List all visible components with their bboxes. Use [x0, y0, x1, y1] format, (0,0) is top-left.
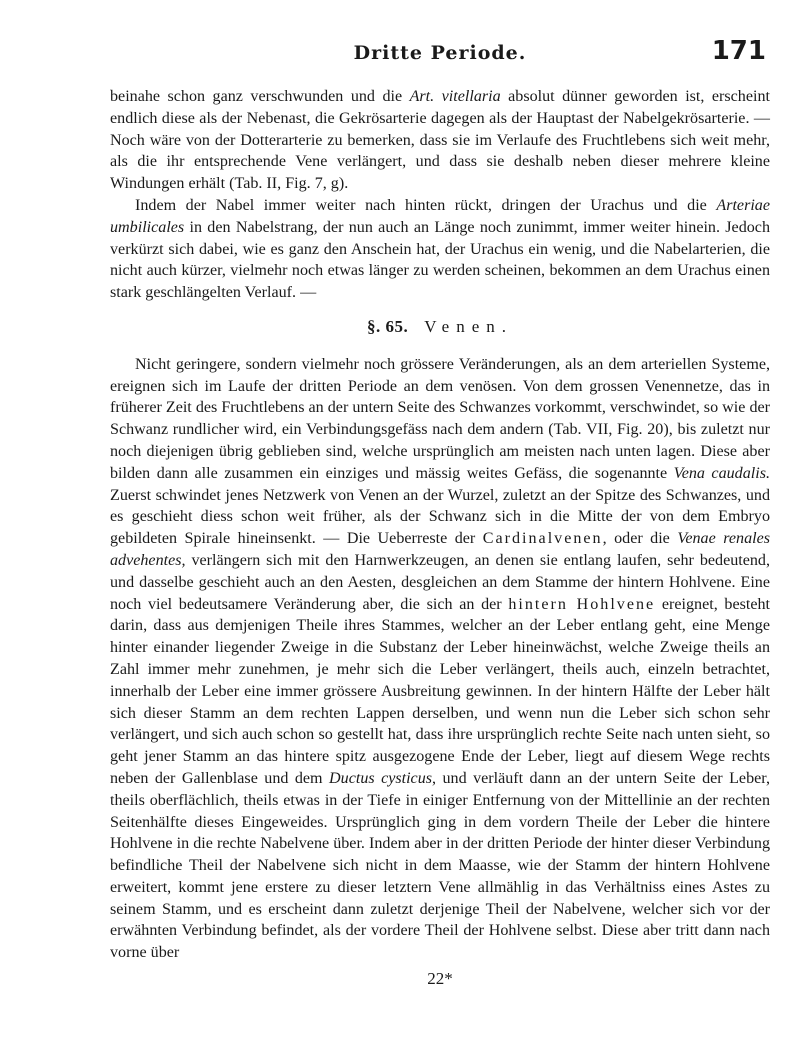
- paragraph-1: [110, 86, 770, 195]
- text-run: beinahe schon ganz verschwunden und die: [110, 88, 410, 105]
- running-title: Dritte Periode.: [353, 42, 527, 64]
- text-run: Zuerst schwindet jenes Netzwerk von Venen an der Wurzel, zuletzt an der Spitze des Schwanzes, und es geschieht diess schon weit früher, als der Schwanz sich in die Mitte der von dem Embryo gebildeten Spirale hineinsenkt. — Die Ueberreste der: [110, 486, 770, 548]
- italic-term: Vena caudalis.: [673, 464, 770, 482]
- paragraph-3: [110, 354, 770, 964]
- italic-term: Art. vitellaria: [409, 88, 501, 105]
- text-run: Indem der Nabel immer weiter nach hinten rückt, dringen der Urachus und die: [135, 196, 717, 214]
- spaced-term: hintern Hohlvene: [508, 595, 656, 613]
- text-run: ereignet, besteht darin, dass aus demjenigen Theile ihres Stammes, welcher an der Leber entlang geht, eine Menge hinter einander liegender Zweige in die Substanz der Leber hineinwächst, welche Zweige theils an Zahl immer mehr zunehmen, je mehr sich die Leber verlängert, theils auch, einzeln betrachtet, innerhalb der Leber eine immer grössere Ausbreitung gewinnen. In der hintern Hälfte der Leber hält sich dieser Stamm an dem rechten Lappen derselben, und wenn nun die Leber sich schon sehr verlängert, und sich auch schon so gestellt hat, dass ihre ursprünglich rechte Seite nach unten sieht, so geht jener Stamm an das hintere spitz ausgezogene Ende der Leber, liegt auf diesem Wege rechts neben der Gallenblase und dem: [110, 595, 770, 787]
- text-run: verlängern sich mit den Harnwerkzeugen, an denen sie entlang laufen, sehr bedeutend, und dasselbe geschieht auch an den Aesten, desgleichen an dem Stamme der hintern Hohlvene. Eine noch viel bedeutsamere Veränderung aber, die sich an der: [110, 551, 770, 613]
- text-run: absolut dünner geworden ist, erscheint endlich diese als der Nebenast, die Gekrösarterie dagegen als der Hauptast der Nabelgekrösarterie. — Noch wäre von der Dotterarterie zu bemerken, dass sie im Verlaufe des Fruchtlebens sich weit mehr, als die ihr entsprechende Vene verlängert, und dass sie deshalb neben dieser mehrere kleine Windungen erhält (Tab. II, Fig. 7, g).: [110, 88, 770, 193]
- italic-term: Arteriae umbilicales: [110, 196, 770, 236]
- italic-term: Ductus cysticus: [329, 769, 433, 787]
- page-number: 171: [711, 36, 766, 66]
- text-run: Nicht geringere, sondern vielmehr noch grössere Veränderungen, als an dem arteriellen Systeme, ereignen sich im Laufe der dritten Periode an dem venösen. Von dem grossen Venennetze, das in früherer Zeit des Fruchtlebens an der untern Seite des Schwanzes vorkommt, verschwindet, so wie der Schwanz rundlicher wird, ein Verbindungsgefäss nach dem andern (Tab. VII, Fig. 20), bis zuletzt nur noch diejenigen übrig geblieben sind, welche ursprünglich am meisten nach unten lagen. Diese aber bilden dann alle zusammen ein einziges und mässig weites Gefäss, die sogenannte: [110, 355, 770, 482]
- italic-term: Venae renales advehentes,: [110, 530, 770, 569]
- page-header: [110, 32, 770, 72]
- section-title: Venen.: [424, 316, 513, 336]
- text-run: , oder die: [602, 530, 678, 548]
- signature-mark: 22*: [427, 969, 453, 989]
- section-number: §. 65.: [367, 316, 409, 336]
- body-text: [110, 86, 770, 990]
- paragraph-2: [110, 195, 770, 304]
- text-run: , und verläuft dann an der untern Seite der Leber, theils oberflächlich, theils etwas in der Tiefe in einiger Entfernung von der Mittellinie an der rechten Seitenhälfte dieses Eingeweides. Ursprünglich ging in dem vordern Theile der Leber die hintere Hohlvene in die rechte Nabelvene über. Indem aber in der dritten Periode der hinter dieser Verbindung befindliche Theil der Nabelvene sich nicht in dem Maasse, wie der Stamm der hintern Hohlvene erweitert, kommt jene erstere zu dieser letztern Vene allmählig in das Verhältniss eines Astes zu seinem Stamm, und es erscheint dann zuletzt derjenige Theil der Nabelvene, welcher sich vor der erwähnten Verbindung befindet, als der vordere Theil der Hohlvene selbst. Diese aber tritt dann nach vorne über: [110, 769, 770, 962]
- section-heading: [110, 316, 770, 338]
- spaced-term: Cardinalvenen: [482, 530, 603, 548]
- text-run: in den Nabelstrang, der nun auch an Länge noch zunimmt, immer weiter hinein. Jedoch verkürzt sich dabei, wie es ganz den Anschein hat, der Urachus ein wenig, und die Nabelarterien, die nicht auch kürzer, vielmehr noch etwas länger zu werden scheinen, bekommen an dem Urachus einen stark geschlängelten Verlauf. —: [110, 218, 770, 302]
